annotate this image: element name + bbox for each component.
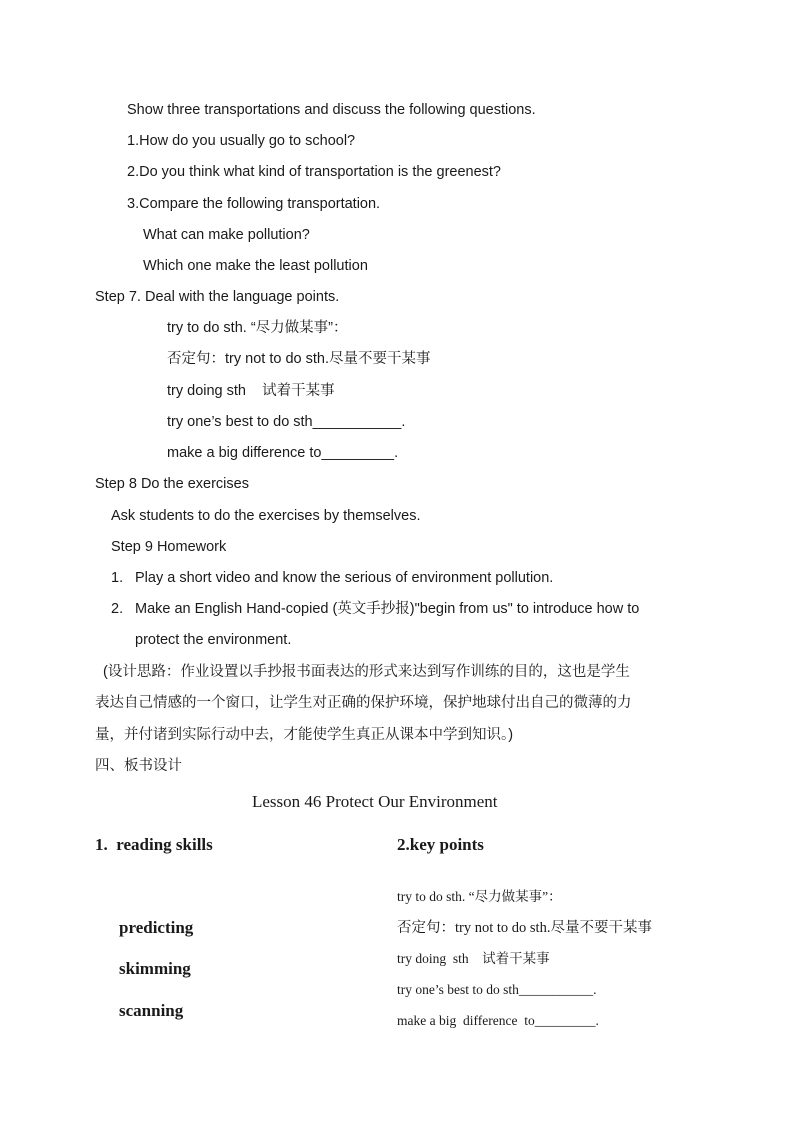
step9-heading: Step 9 Homework bbox=[111, 539, 227, 555]
design-note-3: 量，并付诸到实际行动中去，才能使学生真正从课本中学到知识。) bbox=[95, 727, 514, 743]
board-col1-item-2: skimming bbox=[119, 959, 191, 978]
question-1: 1.How do you usually go to school? bbox=[127, 133, 356, 149]
board-col2-item-2: 否定句：try not to do sth.尽量不要干某事 bbox=[397, 920, 652, 936]
board-title: Lesson 46 Protect Our Environment bbox=[252, 792, 498, 811]
homework-2-cont: protect the environment. bbox=[135, 632, 292, 648]
board-col1-item-1: predicting bbox=[119, 918, 194, 937]
board-col2-item-4: try one’s best to do sth___________. bbox=[397, 982, 597, 997]
homework-1-text: Play a short video and know the serious of environment pollution. bbox=[135, 570, 554, 586]
step7-heading: Step 7. Deal with the language points. bbox=[95, 289, 340, 305]
homework-2-text: Make an English Hand-copied (英文手抄报)"begin from us" to introduce how to bbox=[135, 601, 640, 617]
step7-point-2: 否定句：try not to do sth.尽量不要干某事 bbox=[167, 351, 431, 367]
section-heading: 四、板书设计 bbox=[95, 758, 182, 774]
step7-point-3: try doing sth 试着干某事 bbox=[167, 383, 335, 399]
step7-point-1: try to do sth. “尽力做某事”： bbox=[167, 320, 348, 336]
question-3: 3.Compare the following transportation. bbox=[127, 196, 381, 212]
board-col1-heading: 1. reading skills bbox=[95, 835, 213, 854]
design-note-1: (设计思路：作业设置以手抄报书面表达的形式来达到写作训练的目的，这也是学生 bbox=[103, 664, 630, 680]
step7-point-4: try one’s best to do sth___________. bbox=[167, 414, 406, 430]
intro-line: Show three transportations and discuss the following questions. bbox=[127, 102, 536, 118]
question-3a: What can make pollution? bbox=[143, 227, 310, 243]
step8-heading: Step 8 Do the exercises bbox=[95, 476, 249, 492]
homework-2-num: 2. bbox=[111, 601, 124, 617]
board-col1-item-3: scanning bbox=[119, 1001, 184, 1020]
design-note-2: 表达自己情感的一个窗口，让学生对正确的保护环境，保护地球付出自己的微薄的力 bbox=[95, 695, 632, 711]
board-col2-item-1: try to do sth. “尽力做某事”： bbox=[397, 889, 562, 904]
step7-point-5: make a big difference to_________. bbox=[167, 445, 399, 461]
board-col2-item-3: try doing sth 试着干某事 bbox=[397, 951, 550, 966]
question-2: 2.Do you think what kind of transportation is the greenest? bbox=[127, 164, 501, 180]
step8-text: Ask students to do the exercises by themselves. bbox=[111, 508, 421, 524]
board-col2-item-5: make a big difference to_________. bbox=[397, 1013, 599, 1028]
question-3b: Which one make the least pollution bbox=[143, 258, 368, 274]
homework-1-num: 1. bbox=[111, 570, 124, 586]
board-col2-heading: 2.key points bbox=[397, 835, 484, 854]
